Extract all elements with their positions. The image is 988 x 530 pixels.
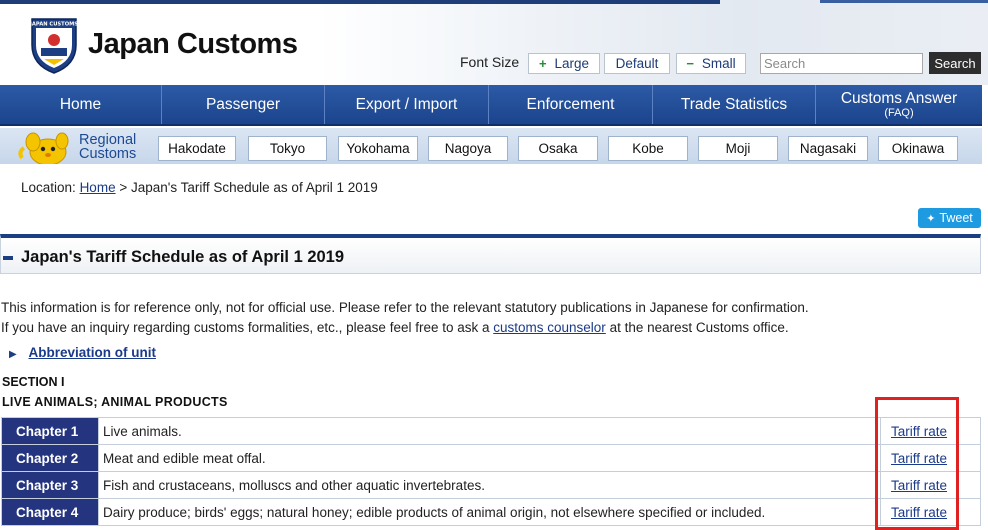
top-accent-strip [0, 0, 720, 4]
nav-trade-statistics[interactable] [653, 85, 816, 124]
nav-home-label: Home [59, 95, 102, 113]
region-tokyo[interactable]: Tokyo [248, 136, 327, 161]
regional-customs-label [79, 133, 136, 161]
section-heading: SECTION I [2, 375, 65, 389]
nav-trade-statistics-label: Trade Statistics [680, 95, 788, 113]
tariff-rate-cell [881, 418, 981, 445]
breadcrumb-separator: > [119, 180, 128, 195]
region-okinawa[interactable]: Okinawa [878, 136, 958, 161]
plus-icon: + [538, 56, 547, 71]
tariff-rate-link[interactable]: Tariff rate [891, 450, 948, 466]
info-inquiry-text-before: If you have an inquiry regarding customs formalities, etc., please feel free to ask a [1, 320, 494, 335]
nav-customs-answer-label: Customs Answer [840, 89, 958, 107]
font-size-default-button[interactable] [604, 53, 670, 74]
region-kobe[interactable]: Kobe [608, 136, 688, 161]
top-accent-strip-right [820, 0, 988, 3]
nav-home[interactable] [0, 85, 162, 124]
tariff-rate-link[interactable]: Tariff rate [891, 504, 948, 520]
region-moji[interactable]: Moji [698, 136, 778, 161]
table-row [2, 499, 981, 526]
svg-text:JAPAN CUSTOMS: JAPAN CUSTOMS [29, 21, 79, 28]
info-inquiry-text-after: at the nearest Customs office. [609, 320, 789, 335]
regional-customs-bar [0, 128, 982, 164]
region-yokohama[interactable]: Yokohama [338, 136, 418, 161]
nav-enforcement[interactable] [489, 85, 653, 124]
font-size-large-label: Large [554, 56, 590, 71]
search-button[interactable]: Search [929, 52, 981, 74]
table-row [2, 445, 981, 472]
nav-enforcement-label: Enforcement [526, 95, 615, 113]
customs-counselor-link[interactable]: customs counselor [493, 320, 606, 335]
site-header [0, 0, 988, 85]
tariff-rate-cell [881, 472, 981, 499]
table-row [2, 472, 981, 499]
breadcrumb-home-link[interactable]: Home [79, 180, 116, 195]
font-size-small-label: Small [701, 56, 736, 71]
chapter-description: Dairy produce; birds' eggs; natural honey; edible products of animal origin, not elsewhere specified or included. [99, 499, 881, 526]
font-size-default-label: Default [615, 56, 659, 71]
chapter-table [1, 417, 981, 526]
region-hakodate[interactable]: Hakodate [158, 136, 236, 161]
search-input[interactable] [760, 53, 923, 74]
triangle-right-icon: ▶ [9, 349, 17, 360]
region-nagasaki[interactable]: Nagasaki [788, 136, 868, 161]
abbreviation-row [9, 345, 156, 360]
chapter-description: Live animals. [99, 418, 881, 445]
tariff-rate-cell [881, 445, 981, 472]
title-marker-icon [3, 256, 13, 260]
nav-export-import[interactable] [325, 85, 489, 124]
info-line-disclaimer: This information is for reference only, not for official use. Please refer to the relevant statutory publications in Japanese for confirmation. [1, 300, 809, 315]
customs-mascot-icon [16, 130, 76, 164]
font-size-large-button[interactable] [528, 53, 600, 74]
chapter-label: Chapter 1 [2, 418, 99, 445]
tariff-rate-link[interactable]: Tariff rate [891, 477, 948, 493]
table-row [2, 418, 981, 445]
nav-passenger-label: Passenger [205, 95, 281, 113]
twitter-bird-icon: ✦ [926, 212, 936, 225]
breadcrumb-prefix: Location: [21, 180, 76, 195]
section-subheading: LIVE ANIMALS; ANIMAL PRODUCTS [2, 395, 228, 409]
font-size-label: Font Size [460, 54, 520, 70]
font-size-small-button[interactable] [676, 53, 746, 74]
tweet-label: Tweet [939, 211, 973, 225]
regional-label-line1: Regional [79, 132, 137, 148]
chapter-label: Chapter 2 [2, 445, 99, 472]
abbreviation-of-unit-link[interactable]: Abbreviation of unit [28, 345, 156, 360]
region-osaka[interactable]: Osaka [518, 136, 598, 161]
regional-label-line2: Customs [79, 146, 137, 162]
info-line-inquiry [1, 320, 789, 335]
chapter-label: Chapter 3 [2, 472, 99, 499]
region-nagoya[interactable]: Nagoya [428, 136, 508, 161]
page-title-box [0, 234, 981, 274]
chapter-description: Fish and crustaceans, molluscs and other aquatic invertebrates. [99, 472, 881, 499]
chapter-description: Meat and edible meat offal. [99, 445, 881, 472]
nav-customs-answer[interactable] [816, 85, 982, 124]
main-nav [0, 85, 982, 126]
nav-customs-answer-sub: (FAQ) [884, 106, 914, 119]
breadcrumb-current: Japan's Tariff Schedule as of April 1 2019 [131, 180, 378, 195]
tariff-rate-link[interactable]: Tariff rate [891, 423, 948, 439]
nav-passenger[interactable] [162, 85, 325, 124]
minus-icon: − [686, 56, 694, 71]
tweet-button[interactable] [918, 208, 981, 228]
tariff-rate-cell [881, 499, 981, 526]
chapter-label: Chapter 4 [2, 499, 99, 526]
breadcrumb [21, 180, 378, 195]
site-logo-text[interactable]: Japan Customs [88, 28, 298, 60]
customs-emblem-icon[interactable] [28, 15, 80, 75]
nav-export-import-label: Export / Import [355, 95, 458, 113]
page-title: Japan's Tariff Schedule as of April 1 2019 [21, 248, 345, 266]
